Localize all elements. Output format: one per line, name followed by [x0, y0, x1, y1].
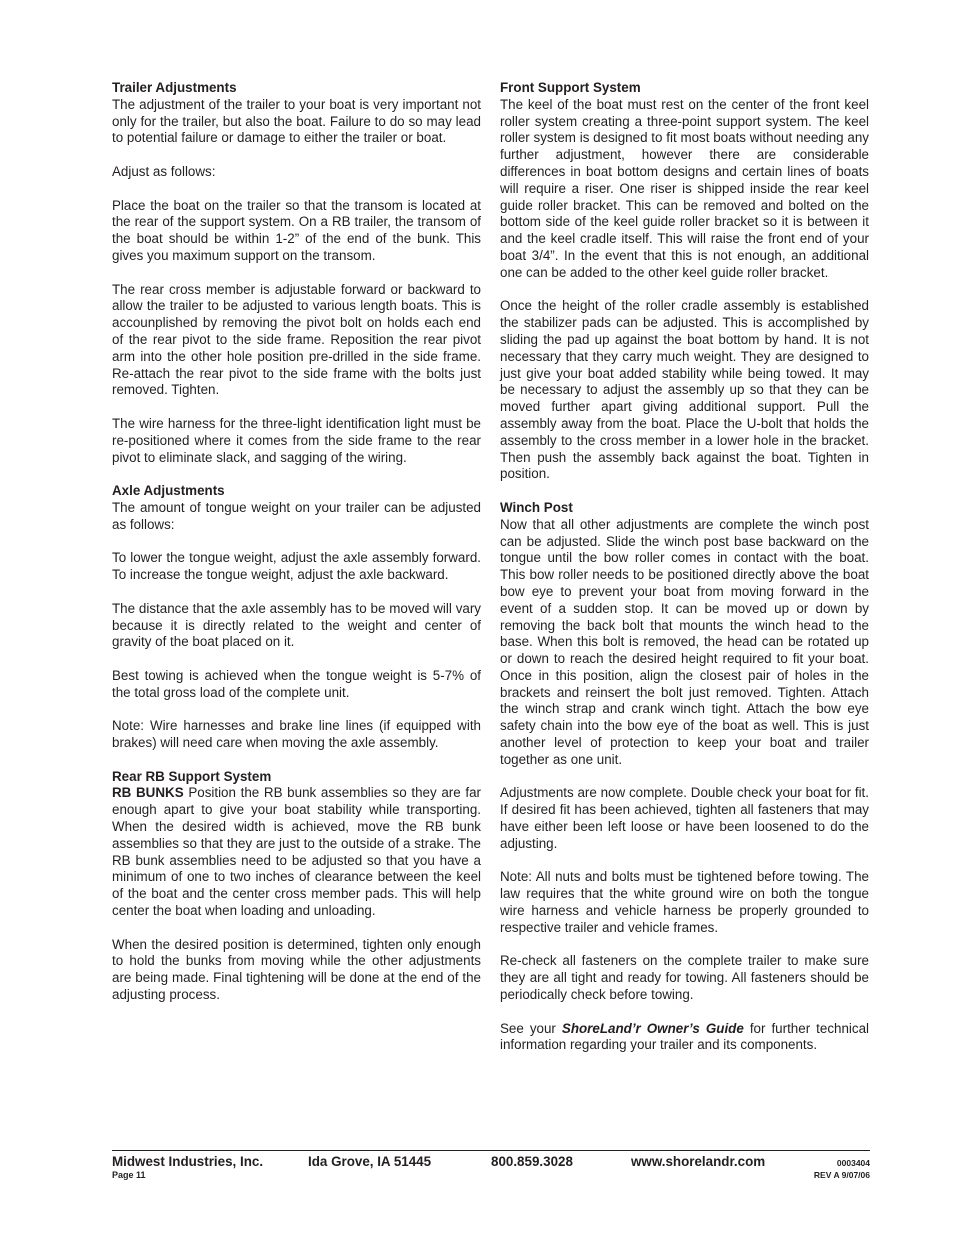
rear-rb-support-heading: Rear RB Support System [112, 768, 272, 784]
right-column [500, 80, 869, 1071]
trailer-paragraph-3: Place the boat on the trailer so that the transom is located at the rear of the support system. On a RB trailer, the transom of the boat should be within 1-2” of the end of the bunk. This gives you maximum support on the transom. [112, 197, 481, 263]
rear-paragraph-1-text: Position the RB bunk assemblies so they are far enough apart to give your boat stability while transporting. When the desired width is achieved, move the RB bunk assemblies so that they are just to the outside of a strake. The RB bunk assemblies need to be adjusted so that you have a minimum of one to two inches of clearance between the keel of the boat and the center cross member pads. This will help center the boat when loading and unloading. [112, 785, 481, 919]
front-paragraph-2: Once the height of the roller cradle assembly is established the stabilizer pads can be adjusted. This is accomplished by sliding the pad up against the boat bottom by hand. It is not necessary that they carry much weight. They are designed to just give your boat added stability while being towed. It may be necessary to adjust the assembly up so that they can be moved further apart giving additional support. Pull the assembly away from the boat. Place the U-bolt that holds the assembly to the cross member in a lower hole in the bracket. Then push the assembly back against the boat. Tighten in position. [500, 298, 869, 482]
footer-phone: 800.859.3028 [491, 1154, 573, 1169]
trailer-paragraph-1: The adjustment of the trailer to your boat is very important not only for the trailer, but also the boat. Failure to do so may lead to potential failure or damage to either the trailer or boat. [112, 96, 481, 146]
rear-rb-support-section [112, 769, 481, 1004]
trailer-paragraph-4: The rear cross member is adjustable forward or backward to allow the trailer to be adjusted to various length boats. This is accounplished by removing the pivot bolt on holds each end of the rear pivot to the side frame. Reposition the rear pivot arm into the other hole position pre-drilled in the side frame. Re-attach the rear pivot to the side frame with the bolts just removed. Tighten. [112, 281, 481, 398]
axle-paragraph-2: To lower the tongue weight, adjust the axle assembly forward. To increase the tongue weight, adjust the axle backward. [112, 550, 481, 583]
footer-website: www.shorelandr.com [631, 1154, 766, 1169]
winch-paragraph-3: Note: All nuts and bolts must be tightened before towing. The law requires that the white ground wire on both the tongue wire harness and vehicle harness be properly grounded to respective trailer and vehicle frames. [500, 869, 869, 935]
trailer-adjustments-heading: Trailer Adjustments [112, 80, 237, 95]
winch-paragraph-1: Now that all other adjustments are complete the winch post can be adjusted. Slide the winch post base backward on the tongue until the bow roller comes in contact with the boat. This bow roller needs to be positioned directly above the boat bow eye to prevent your boat from moving forward in the event of a sudden stop. It can be moved up or down by removing the back bolt that mounts the winch head to the base. When this bolt is removed, the head can be rotated up or down to reach the desired height required to fit your boat. Once in this position, align the closest pair of holes in the brackets and reinsert the bolt just removed. Tighten. Attach the winch strap and crank winch tight. Attach the bow eye safety chain into the bow eye of the boat as well. This is just another level of protection to keep your boat and trailer together as one unit. [500, 516, 869, 767]
footer-company: Midwest Industries, Inc. [112, 1154, 264, 1169]
winch-post-section [500, 500, 869, 1054]
rear-paragraph-2: When the desired position is determined, tighten only enough to hold the bunks from moving while the other adjustments are being made. Final tightening will be done at the end of the adjusting process. [112, 936, 481, 1003]
axle-adjustments-heading: Axle Adjustments [112, 483, 225, 499]
owners-guide-title: ShoreLand’r Owner’s Guide [561, 1020, 744, 1036]
winch-paragraph-5 [500, 1021, 869, 1055]
winch-paragraph-4: Re-check all fasteners on the complete trailer to make sure they are all tight and ready for towing. All fasteners should be periodically check before towing. [500, 953, 869, 1003]
owners-guide-post: for further technical information regarding your trailer and its components. [500, 1020, 870, 1053]
axle-paragraph-1: The amount of tongue weight on your trailer can be adjusted as follows: [112, 499, 481, 532]
trailer-paragraph-2: Adjust as follows: [112, 163, 216, 179]
owners-guide-pre: See your [500, 1020, 562, 1036]
footer-revision: REV A 9/07/06 [813, 1170, 870, 1180]
winch-paragraph-2: Adjustments are now complete. Double check your boat for fit. If desired fit has been achieved, tighten all fasteners that may have either been left loose or have been loosened to do the adjusting. [500, 785, 869, 851]
front-paragraph-1: The keel of the boat must rest on the center of the front keel roller system creating a three-point support system. The keel roller system is designed to fit most boats without needing any further adjustment, however there are considerable differences in boat bottom designs and certain lines of boats will require a riser. One riser is shipped inside the rear keel guide roller bracket. This can be removed and bolted on the bottom side of the keel guide roller bracket so it is between it and the keel cradle itself. This will raise the front end of your boat 3/4”. In the event that this is not enough, an additional one can be added to the other keel guide roller bracket. [500, 96, 869, 280]
rb-bunks-lead: RB BUNKS [112, 785, 184, 801]
footer-city: Ida Grove, IA 51445 [308, 1154, 432, 1169]
front-support-section [500, 80, 869, 483]
axle-adjustments-section [112, 483, 481, 752]
left-column [112, 80, 481, 1021]
trailer-paragraph-5: The wire harness for the three-light identification light must be re-positioned where it comes from the side frame to the rear pivot to eliminate slack, and sagging of the wiring. [112, 415, 481, 465]
rear-paragraph-1 [112, 785, 481, 919]
axle-paragraph-5: Note: Wire harnesses and brake line lines (if equipped with brakes) will need care when moving the axle assembly. [112, 718, 481, 751]
front-support-heading: Front Support System [500, 80, 641, 95]
trailer-adjustments-section [112, 80, 481, 466]
page-footer [112, 1150, 870, 1185]
axle-paragraph-4: Best towing is achieved when the tongue weight is 5-7% of the total gross load of the complete unit. [112, 667, 481, 700]
winch-post-heading: Winch Post [500, 499, 573, 515]
footer-page-number: Page 11 [112, 1170, 146, 1180]
footer-doc-number: 0003404 [836, 1158, 870, 1168]
axle-paragraph-3: The distance that the axle assembly has to be moved will vary because it is directly related to the weight and center of gravity of the boat placed on it. [112, 600, 481, 650]
